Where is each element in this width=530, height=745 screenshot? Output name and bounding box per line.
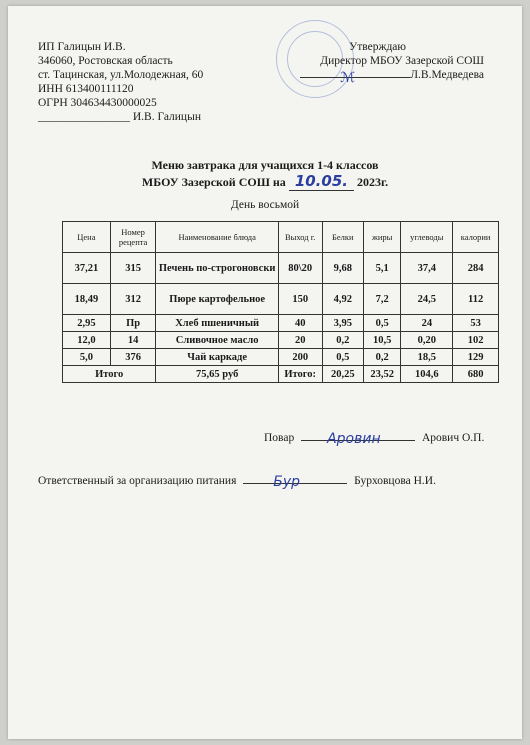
header-dish-name: Наименование блюда [156, 222, 278, 253]
cell-dish: Чай каркаде [156, 349, 278, 366]
table-row [63, 253, 499, 284]
menu-date-handwritten: 10.05. [289, 172, 354, 191]
header-fats: жиры [364, 222, 401, 253]
cell-recipe: 312 [110, 284, 156, 315]
responsible-name: Бурховцова Н.И. [354, 475, 436, 487]
approval-signature-row [274, 68, 484, 86]
cell-fats: 0,2 [364, 349, 401, 366]
total-carbs: 104,6 [401, 366, 453, 383]
responsible-signature-row [38, 474, 436, 490]
cell-fats: 5,1 [364, 253, 401, 284]
menu-title-prefix: МБОУ Зазерской СОШ на [141, 175, 286, 189]
cell-calories: 102 [453, 332, 499, 349]
table-header-row [63, 222, 499, 253]
menu-title-suffix: 2023г. [356, 175, 389, 189]
supplier-address-1: 346060, Ростовская область [38, 55, 173, 67]
table-row [63, 332, 499, 349]
header-recipe-number: Номер рецепта [110, 222, 156, 253]
cell-yield: 150 [278, 284, 322, 315]
cell-carbs: 18,5 [401, 349, 453, 366]
cell-dish: Пюре картофельное [156, 284, 278, 315]
cell-proteins: 4,92 [322, 284, 364, 315]
cell-yield: 200 [278, 349, 322, 366]
supplier-block [38, 40, 203, 124]
cell-calories: 112 [453, 284, 499, 315]
cell-price: 12,0 [63, 332, 111, 349]
cell-price: 18,49 [63, 284, 111, 315]
table-row [63, 349, 499, 366]
table-row [63, 315, 499, 332]
cook-signature-line [301, 431, 415, 447]
total-fats: 23,52 [364, 366, 401, 383]
cell-dish: Хлеб пшеничный [156, 315, 278, 332]
cell-recipe: 315 [110, 253, 156, 284]
approval-block [274, 40, 484, 86]
menu-day: День восьмой [230, 199, 300, 211]
cell-dish: Печень по-строгоновски [156, 253, 278, 284]
cell-yield: 40 [278, 315, 322, 332]
total-label-2: Итого: [278, 366, 322, 383]
supplier-name: ИП Галицын И.В. [38, 41, 126, 53]
approval-signature-line [300, 70, 410, 86]
table-total-row [63, 366, 499, 383]
cell-recipe: 14 [110, 332, 156, 349]
total-price: 75,65 руб [156, 366, 278, 383]
cook-signature-row [264, 431, 485, 447]
cell-price: 37,21 [63, 253, 111, 284]
cell-fats: 0,5 [364, 315, 401, 332]
menu-title-line1: Меню завтрака для учащихся 1-4 классов [151, 158, 379, 172]
header-price: Цена [63, 222, 111, 253]
responsible-signature-line [243, 474, 347, 490]
cell-price: 2,95 [63, 315, 111, 332]
cell-dish: Сливочное масло [156, 332, 278, 349]
cook-label: Повар [264, 432, 295, 444]
table-row [63, 284, 499, 315]
approval-position: Директор МБОУ Зазерской СОШ [320, 55, 484, 67]
header-calories: калории [453, 222, 499, 253]
menu-title-line2 [0, 172, 530, 191]
header-carbs: углеводы [401, 222, 453, 253]
cell-yield: 20 [278, 332, 322, 349]
cell-carbs: 24 [401, 315, 453, 332]
supplier-address-2: ст. Тацинская, ул.Молодежная, 60 [38, 69, 204, 81]
supplier-ogrn: ОГРН 304634430000025 [38, 97, 157, 109]
cell-calories: 284 [453, 253, 499, 284]
menu-table [62, 221, 499, 383]
cook-signature-mark: Аровин [327, 431, 381, 447]
approval-signature-name: Л.В.Медведева [410, 69, 484, 81]
cell-calories: 53 [453, 315, 499, 332]
cell-calories: 129 [453, 349, 499, 366]
cell-proteins: 9,68 [322, 253, 364, 284]
total-calories: 680 [453, 366, 499, 383]
cell-yield: 80\20 [278, 253, 322, 284]
cell-carbs: 37,4 [401, 253, 453, 284]
supplier-inn: ИНН 613400111120 [38, 83, 134, 95]
header-proteins: Белки [322, 222, 364, 253]
total-label: Итого [63, 366, 156, 383]
approval-label: Утверждаю [349, 41, 406, 53]
cell-carbs: 24,5 [401, 284, 453, 315]
cell-fats: 10,5 [364, 332, 401, 349]
supplier-signature: ________________ И.В. Галицын [38, 111, 201, 123]
responsible-label: Ответственный за организацию питания [38, 475, 237, 487]
cell-proteins: 0,2 [322, 332, 364, 349]
cell-proteins: 3,95 [322, 315, 364, 332]
cook-name: Арович О.П. [421, 432, 485, 444]
cell-proteins: 0,5 [322, 349, 364, 366]
cell-fats: 7,2 [364, 284, 401, 315]
total-proteins: 20,25 [322, 366, 364, 383]
cell-recipe: Пр [110, 315, 156, 332]
header-yield: Выход г. [278, 222, 322, 253]
cell-price: 5,0 [63, 349, 111, 366]
cell-carbs: 0,20 [401, 332, 453, 349]
cell-recipe: 376 [110, 349, 156, 366]
approval-signature-mark: ℳ [340, 70, 356, 86]
responsible-signature-mark: Бур [273, 474, 301, 490]
